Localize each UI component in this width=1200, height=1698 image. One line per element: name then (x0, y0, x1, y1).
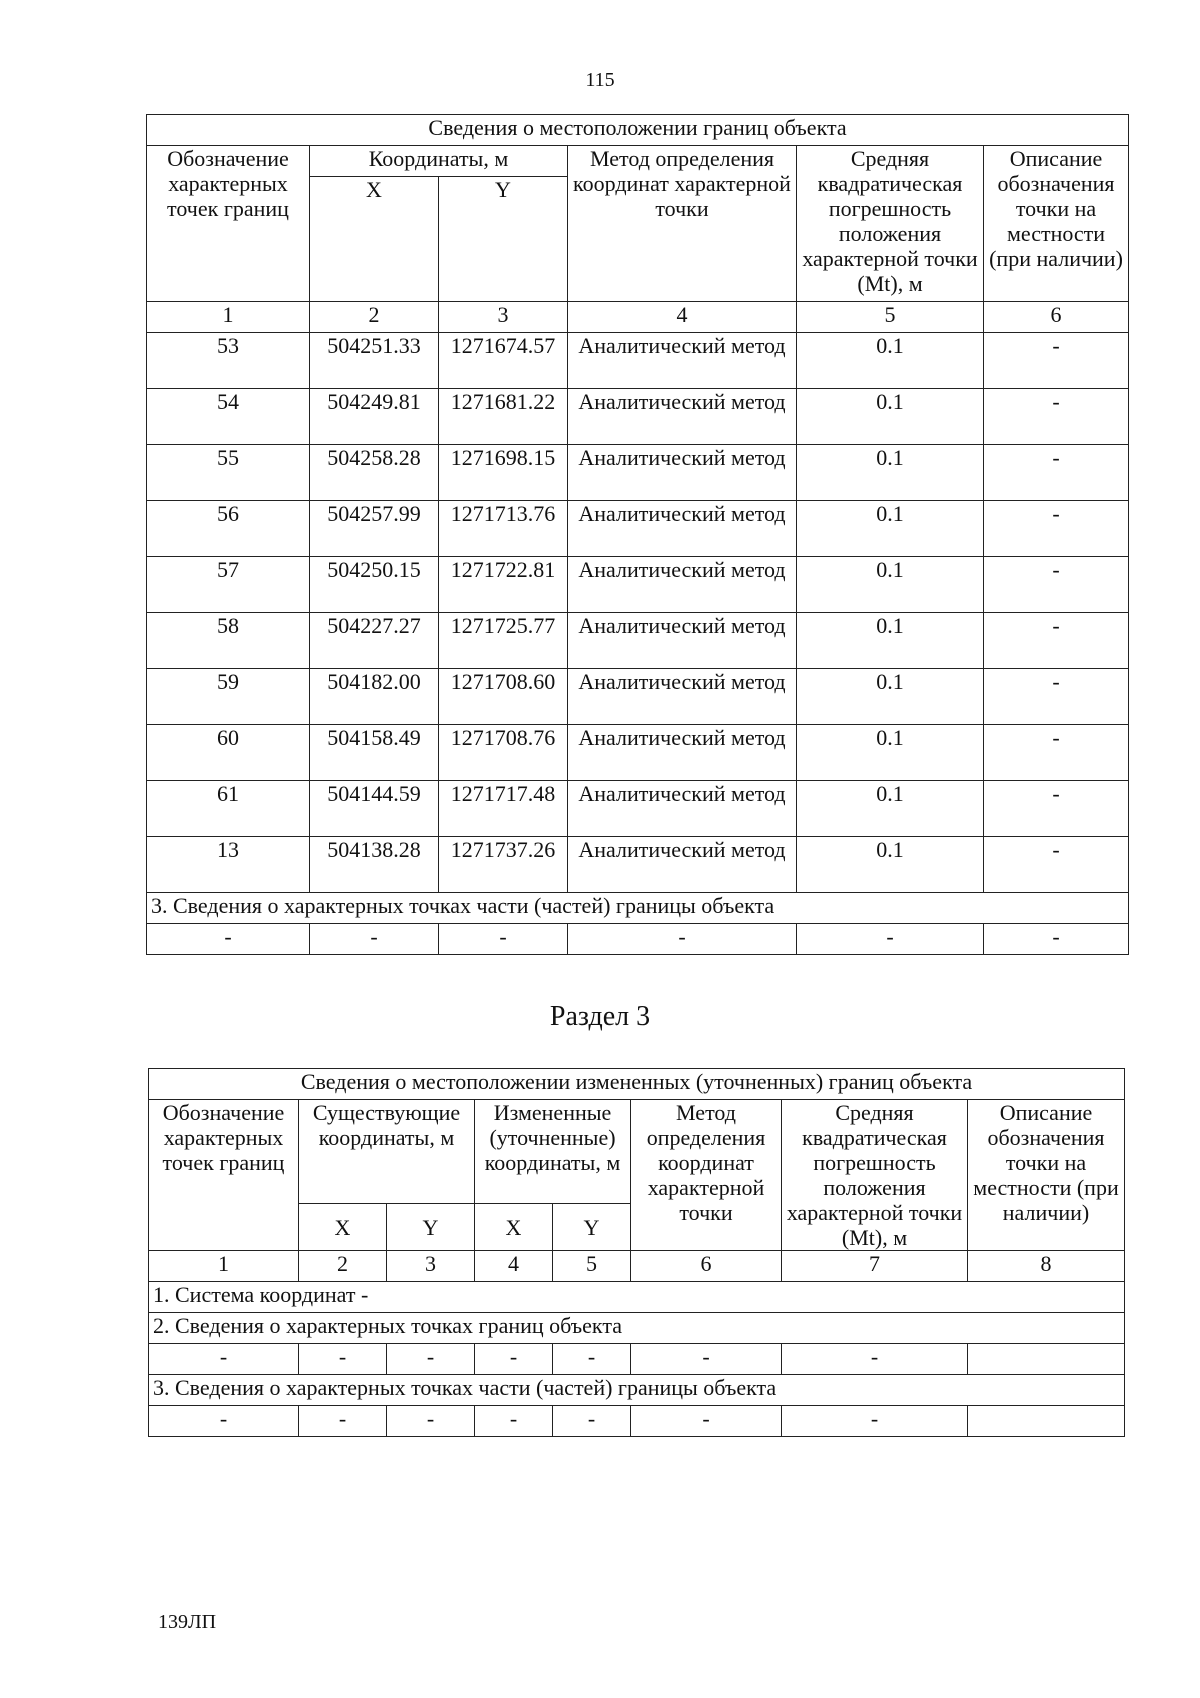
table-cell: - (984, 837, 1129, 893)
table-cell: 0.1 (797, 333, 984, 389)
col-number: 6 (984, 302, 1129, 333)
table-cell: Аналитический метод (568, 781, 797, 837)
page-number: 115 (585, 69, 615, 91)
col-number: 5 (797, 302, 984, 333)
col-number: 6 (631, 1251, 782, 1282)
header-y-changed: Y (553, 1204, 631, 1251)
table-cell: 59 (147, 669, 310, 725)
section3-label: 3. Сведения о характерных точках части (частей) границы объекта (147, 893, 1129, 924)
table-row (147, 333, 1129, 389)
table-cell: 504158.49 (310, 725, 439, 781)
boundary-coordinates-table (146, 114, 1129, 955)
table-cell: 504258.28 (310, 445, 439, 501)
table-cell: 0.1 (797, 389, 984, 445)
table-cell: 55 (147, 445, 310, 501)
header-x: X (310, 177, 439, 302)
table-cell: - (631, 1344, 782, 1375)
table-cell: 504227.27 (310, 613, 439, 669)
table-cell: Аналитический метод (568, 725, 797, 781)
table-cell: - (984, 389, 1129, 445)
table-cell: - (984, 501, 1129, 557)
table-cell: 1271725.77 (439, 613, 568, 669)
table-cell: 1271713.76 (439, 501, 568, 557)
table-cell: - (984, 924, 1129, 955)
header-description: Описание обозначения точки на местности (при наличии) (984, 146, 1129, 302)
table-row (147, 837, 1129, 893)
header-x-changed: X (475, 1204, 553, 1251)
table-cell: - (149, 1344, 299, 1375)
section3-label: 3. Сведения о характерных точках части (частей) границы объекта (149, 1375, 1125, 1406)
table-cell: Аналитический метод (568, 333, 797, 389)
table-cell: - (299, 1344, 387, 1375)
table-cell: - (984, 333, 1129, 389)
col-number: 7 (782, 1251, 968, 1282)
col-number: 5 (553, 1251, 631, 1282)
table-cell: Аналитический метод (568, 389, 797, 445)
header-x-existing: X (299, 1204, 387, 1251)
table-cell: - (984, 557, 1129, 613)
header-y-existing: Y (387, 1204, 475, 1251)
col-number: 1 (147, 302, 310, 333)
changed-boundary-table (148, 1068, 1125, 1437)
table-cell: - (553, 1344, 631, 1375)
table-cell: - (782, 1344, 968, 1375)
col-number: 1 (149, 1251, 299, 1282)
table-cell: 504249.81 (310, 389, 439, 445)
col-number: 2 (299, 1251, 387, 1282)
table-cell: 61 (147, 781, 310, 837)
table-cell: - (984, 669, 1129, 725)
table-cell: 13 (147, 837, 310, 893)
table-row (147, 725, 1129, 781)
section-title: Раздел 3 (549, 1001, 651, 1032)
header-existing-coordinates: Существующие координаты, м (299, 1100, 475, 1204)
table-cell: - (439, 924, 568, 955)
table-cell: - (149, 1406, 299, 1437)
table-cell: 60 (147, 725, 310, 781)
table-cell: - (568, 924, 797, 955)
table-cell: - (984, 445, 1129, 501)
table-cell: 54 (147, 389, 310, 445)
table-cell: - (984, 725, 1129, 781)
table-cell: 53 (147, 333, 310, 389)
table-cell: Аналитический метод (568, 669, 797, 725)
header-error: Средняя квадратическая погрешность положения характерной точки (Mt), м (782, 1100, 968, 1251)
col-number: 4 (568, 302, 797, 333)
table-cell: 56 (147, 501, 310, 557)
table-cell: - (782, 1406, 968, 1437)
table-cell: Аналитический метод (568, 501, 797, 557)
table-cell: 0.1 (797, 445, 984, 501)
table-cell: - (310, 924, 439, 955)
table-title: Сведения о местоположении границ объекта (147, 115, 1129, 146)
table-cell: - (147, 924, 310, 955)
table-cell: 1271674.57 (439, 333, 568, 389)
table-cell: 0.1 (797, 669, 984, 725)
header-description: Описание обозначения точки на местности (при наличии) (968, 1100, 1125, 1251)
table-cell: 504138.28 (310, 837, 439, 893)
header-point: Обозначение характерных точек границ (149, 1100, 299, 1251)
col-number: 8 (968, 1251, 1125, 1282)
header-coordinates: Координаты, м (310, 146, 568, 177)
table-cell: - (299, 1406, 387, 1437)
table-cell: 1271708.60 (439, 669, 568, 725)
table-cell: - (631, 1406, 782, 1437)
table-row (147, 613, 1129, 669)
table-cell: Аналитический метод (568, 557, 797, 613)
table-row (147, 557, 1129, 613)
table-cell: 0.1 (797, 781, 984, 837)
table-cell: 57 (147, 557, 310, 613)
table-cell: - (475, 1406, 553, 1437)
table-cell: Аналитический метод (568, 445, 797, 501)
table-row (147, 781, 1129, 837)
table-cell: 504257.99 (310, 501, 439, 557)
table-cell: 504144.59 (310, 781, 439, 837)
table-cell: 1271708.76 (439, 725, 568, 781)
header-method: Метод определения координат характерной точки (631, 1100, 782, 1251)
table-cell: 0.1 (797, 501, 984, 557)
table-cell: - (553, 1406, 631, 1437)
header-changed-coordinates: Измененные (уточненные) координаты, м (475, 1100, 631, 1204)
col-number: 4 (475, 1251, 553, 1282)
table-row (147, 501, 1129, 557)
table-cell: 504251.33 (310, 333, 439, 389)
table-cell (968, 1406, 1125, 1437)
table-cell: 1271722.81 (439, 557, 568, 613)
table-cell: 504250.15 (310, 557, 439, 613)
table-cell: Аналитический метод (568, 837, 797, 893)
header-y: Y (439, 177, 568, 302)
table-cell: 1271681.22 (439, 389, 568, 445)
header-method: Метод определения координат характерной точки (568, 146, 797, 302)
table-row (147, 445, 1129, 501)
table-cell: Аналитический метод (568, 613, 797, 669)
table-cell: 1271717.48 (439, 781, 568, 837)
header-point: Обозначение характерных точек границ (147, 146, 310, 302)
coordinate-system-label: 1. Система координат - (149, 1282, 1125, 1313)
table-cell: - (984, 781, 1129, 837)
table-cell: 1271737.26 (439, 837, 568, 893)
table-cell: - (387, 1406, 475, 1437)
table-cell: 0.1 (797, 837, 984, 893)
table-cell: 0.1 (797, 725, 984, 781)
table-cell: - (984, 613, 1129, 669)
table-cell: 0.1 (797, 613, 984, 669)
table-cell: - (475, 1344, 553, 1375)
table-cell: 0.1 (797, 557, 984, 613)
table-title: Сведения о местоположении измененных (уточненных) границ объекта (149, 1069, 1125, 1100)
col-number: 3 (387, 1251, 475, 1282)
table-row (147, 669, 1129, 725)
document-code: 139ЛП (158, 1611, 217, 1633)
table-cell: - (797, 924, 984, 955)
col-number: 2 (310, 302, 439, 333)
table-cell: 1271698.15 (439, 445, 568, 501)
table-cell (968, 1344, 1125, 1375)
table-cell: - (387, 1344, 475, 1375)
section2-label: 2. Сведения о характерных точках границ объекта (149, 1313, 1125, 1344)
table-cell: 504182.00 (310, 669, 439, 725)
col-number: 3 (439, 302, 568, 333)
table-cell: 58 (147, 613, 310, 669)
table-row (147, 389, 1129, 445)
header-error: Средняя квадратическая погрешность положения характерной точки (Mt), м (797, 146, 984, 302)
